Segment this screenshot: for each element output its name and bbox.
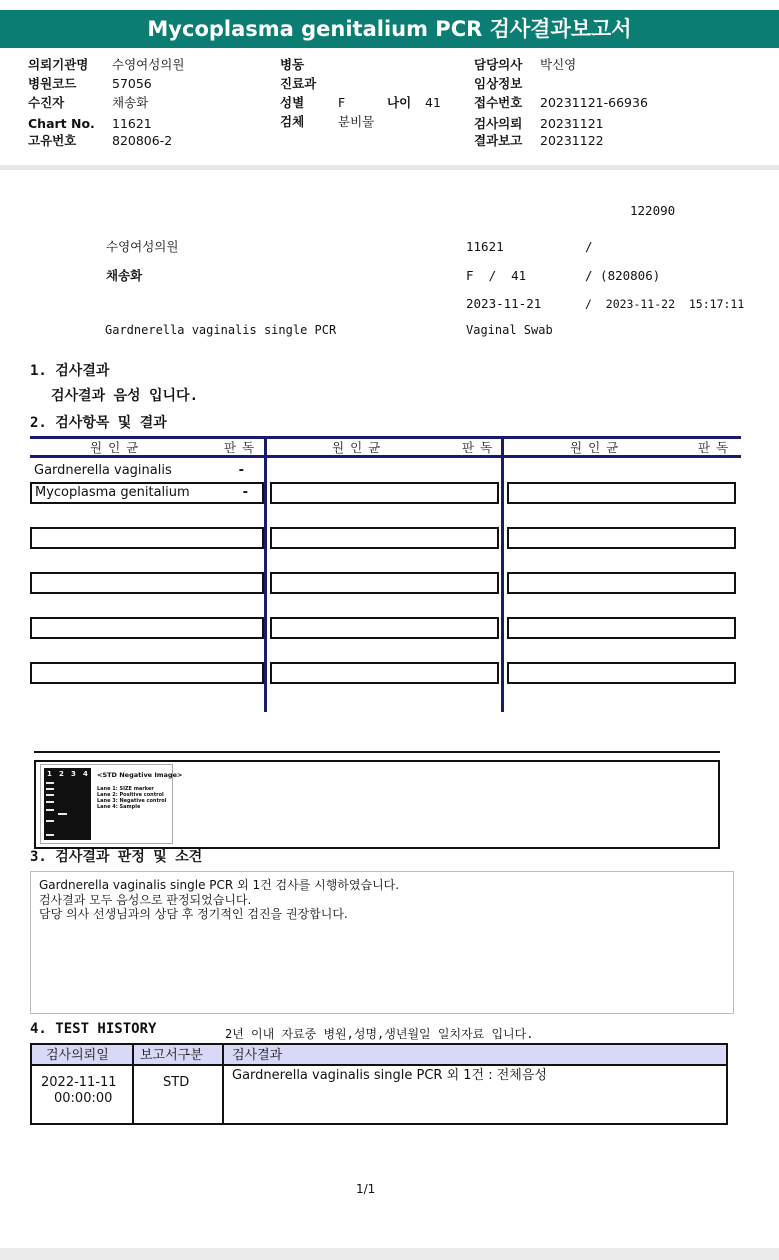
record-slash: / xyxy=(585,239,593,254)
gel-lane-number: 2 xyxy=(59,770,64,778)
empty-result-cell xyxy=(507,617,736,639)
ward-label: 병동 xyxy=(280,57,305,72)
marker-band xyxy=(46,809,54,811)
empty-result-cell xyxy=(507,527,736,549)
gel-title: <STD Negative Image> xyxy=(97,771,183,779)
empty-result-cell xyxy=(270,527,499,549)
column-divider-2 xyxy=(501,437,504,712)
history-table-header xyxy=(32,1045,726,1066)
dept-label: 진료과 xyxy=(280,76,317,91)
header-separator xyxy=(0,165,779,170)
pathogen-result: - xyxy=(238,463,244,478)
patient-value: 채송화 xyxy=(112,95,149,110)
record-request-date: 2023-11-21 xyxy=(466,296,542,311)
empty-result-cell xyxy=(30,572,264,594)
record-code: 122090 xyxy=(630,203,676,218)
record-birth: / (820806) xyxy=(585,268,661,283)
history-result: Gardnerella vaginalis single PCR 외 1건 : 전체음성 xyxy=(232,1068,547,1083)
col-header-pathogen-1: 원인균 xyxy=(90,440,145,455)
marker-band xyxy=(46,794,54,796)
gel-lane-number: 1 xyxy=(47,770,52,778)
marker-band xyxy=(46,782,54,784)
marker-band xyxy=(46,834,54,836)
pathogen-result: - xyxy=(242,485,248,500)
empty-result-cell xyxy=(270,617,499,639)
result-report-label: 결과보고 xyxy=(474,133,523,148)
col-header-result-3: 판독 xyxy=(698,440,735,455)
opinion-line: Gardnerella vaginalis single PCR 외 1건 검사를 시행하였습니다. xyxy=(39,878,400,892)
col-header-result-1: 판독 xyxy=(224,440,261,455)
specimen-label: 검체 xyxy=(280,114,305,129)
history-header-result: 검사결과 xyxy=(232,1048,283,1063)
history-date: 2022-11-11 xyxy=(41,1075,117,1090)
empty-result-cell xyxy=(30,527,264,549)
gel-legend-item: Lane 2: Positive control xyxy=(97,792,164,798)
record-report-datetime: / 2023-11-22 15:17:11 xyxy=(585,297,745,311)
request-value: 20231121 xyxy=(540,116,604,131)
receipt-label: 접수번호 xyxy=(474,95,523,110)
result-row-gardnerella xyxy=(30,461,262,481)
hospital-code-label: 병원코드 xyxy=(28,76,77,91)
opinion-line: 검사결과 모두 음성으로 판정되었습니다. xyxy=(39,892,252,907)
report-title: Mycoplasma genitalium PCR 검사결과보고서 xyxy=(0,10,779,48)
age-label: 나이 xyxy=(387,95,412,110)
gel-legend-item: Lane 3: Negative control xyxy=(97,798,167,804)
col-header-result-2: 판독 xyxy=(462,440,499,455)
history-column-divider xyxy=(222,1045,224,1123)
result-report-value: 20231122 xyxy=(540,133,604,148)
gel-electrophoresis-image xyxy=(40,764,183,844)
page-bottom-bar xyxy=(0,1248,779,1260)
doctor-label: 담당의사 xyxy=(474,57,523,72)
marker-band xyxy=(46,788,54,790)
page-number: 1/1 xyxy=(356,1182,376,1196)
pathogen-name: Gardnerella vaginalis xyxy=(34,463,172,478)
clinical-info-label: 임상정보 xyxy=(474,76,523,91)
record-chart: 11621 xyxy=(466,239,504,254)
patient-label: 수진자 xyxy=(28,95,65,110)
empty-result-cell xyxy=(507,572,736,594)
gel-lane-number: 3 xyxy=(71,770,76,778)
pathogen-name: Mycoplasma genitalium xyxy=(35,485,190,500)
opinion-line: 담당 의사 선생님과의 상담 후 정기적인 검진을 권장합니다. xyxy=(39,907,348,921)
record-patient: 채송화 xyxy=(106,268,143,283)
gel-legend-item: Lane 1: SIZE marker xyxy=(97,786,154,792)
column-divider-1 xyxy=(264,437,267,712)
col-header-pathogen-3: 원인균 xyxy=(570,440,625,455)
age-value: 41 xyxy=(425,95,441,110)
empty-result-cell xyxy=(30,662,264,684)
result-summary: 검사결과 음성 입니다. xyxy=(51,388,199,404)
empty-result-cell xyxy=(30,617,264,639)
history-column-divider xyxy=(132,1045,134,1123)
opinion-box xyxy=(30,871,734,1014)
empty-result-cell xyxy=(270,482,499,504)
history-table xyxy=(30,1043,728,1125)
record-institution: 수영여성의원 xyxy=(106,239,179,254)
positive-control-band xyxy=(58,813,67,815)
empty-result-cell xyxy=(270,662,499,684)
history-header-date: 검사의뢰일 xyxy=(46,1048,109,1063)
gel-legend-item: Lane 4: Sample xyxy=(97,804,141,810)
institution-value: 수영여성의원 xyxy=(112,57,185,72)
col-header-pathogen-2: 원인균 xyxy=(332,440,387,455)
receipt-value: 20231121-66936 xyxy=(540,95,648,110)
unique-id-value: 820806-2 xyxy=(112,133,173,148)
history-time: 00:00:00 xyxy=(54,1091,113,1106)
record-specimen: Vaginal Swab xyxy=(466,323,553,337)
specimen-value: 분비물 xyxy=(338,114,375,129)
institution-label: 의뢰기관명 xyxy=(28,57,89,72)
marker-band xyxy=(46,820,54,822)
request-label: 검사의뢰 xyxy=(474,116,523,131)
history-note: 2년 이내 자료중 병원,성명,생년월일 일치자료 입니다. xyxy=(225,1027,534,1041)
sex-label: 성별 xyxy=(280,95,305,110)
section4-title: 4. TEST HISTORY xyxy=(30,1021,157,1037)
record-test-name: Gardnerella vaginalis single PCR xyxy=(105,323,337,337)
section3-title: 3. 검사결과 판정 및 소견 xyxy=(30,849,203,865)
result-row-mycoplasma xyxy=(30,482,264,504)
history-type: STD xyxy=(163,1075,190,1090)
history-header-type: 보고서구분 xyxy=(140,1048,203,1063)
empty-result-cell xyxy=(270,572,499,594)
chart-label: Chart No. xyxy=(28,116,95,131)
marker-band xyxy=(46,801,54,803)
section1-title: 1. 검사결과 xyxy=(30,363,110,379)
chart-value: 11621 xyxy=(112,116,152,131)
unique-id-label: 고유번호 xyxy=(28,133,77,148)
record-sex-age: F / 41 xyxy=(466,268,527,283)
gel-lane-number: 4 xyxy=(83,770,88,778)
doctor-value: 박신영 xyxy=(540,57,577,72)
gel-section-rule xyxy=(34,751,720,753)
empty-result-cell xyxy=(507,662,736,684)
empty-result-cell xyxy=(507,482,736,504)
sex-value: F xyxy=(338,95,346,110)
gel-panel xyxy=(44,768,91,840)
hospital-code-value: 57056 xyxy=(112,76,152,91)
section2-title: 2. 검사항목 및 결과 xyxy=(30,415,167,431)
